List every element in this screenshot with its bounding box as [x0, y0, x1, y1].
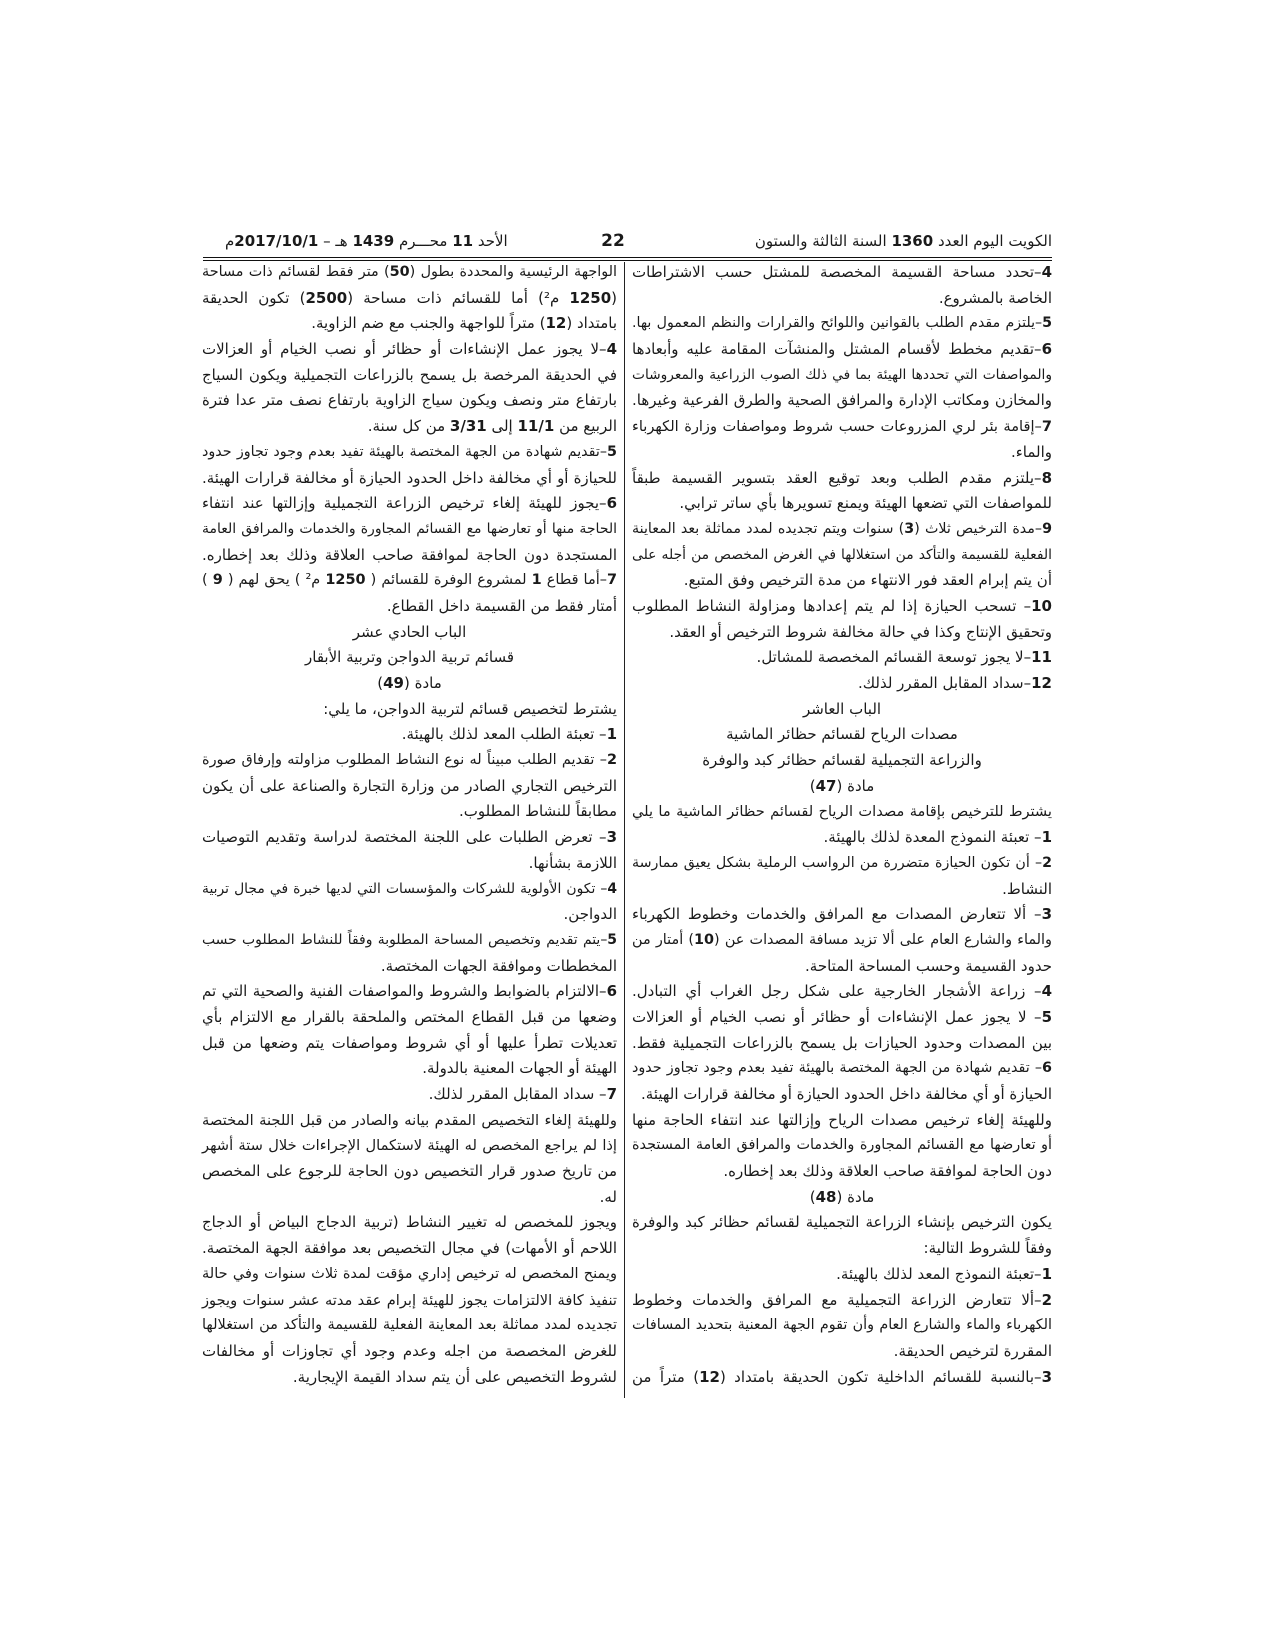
text-line: وللهيئة إلغاء ترخيص مصدات الرياح وإزالتها عند انتفاء الحاجة منها [632, 1110, 1052, 1129]
text-line: 2–ألا تتعارض الزراعة التجميلية مع المرافق والخدمات وخطوط [632, 1290, 1052, 1309]
left-column [202, 260, 617, 1390]
text-line: للمواصفات التي تضعها الهيئة ويمنع تسويرها بأي ساتر ترابي. [679, 494, 1052, 513]
text-line: 8–يلتزم مقدم الطلب وبعد توقيع العقد بتسوير القسيمة طبقاً [632, 468, 1052, 487]
text-line: 4–لا يجوز عمل الإنشاءات أو حظائر أو نصب الخيام أو العزالات [202, 340, 617, 359]
text-line: الفعلية للقسيمة والتأكد من استغلالها في الغرض المخصص من أجله على [632, 546, 1052, 563]
text-line: المستجدة دون الحاجة لموافقة صاحب العلاقة وذلك بعد إخطاره. [202, 545, 617, 564]
heading-line: مادة (49) [377, 674, 442, 692]
text-line: بين المصدات وحدود الحيازات بل يسمح بالزراعات التجميلية فقط. [632, 1033, 1052, 1052]
text-line: 5–تقديم شهادة من الجهة المختصة بالهيئة تفيد بعدم وجود تجاوز حدود [202, 443, 617, 460]
text-line: تعديلات تطرأ عليها أو أي شروط ومواصفات يتم وضعها من قبل [202, 1033, 617, 1052]
text-line: يشترط للترخيص بإقامة مصدات الرياح لقسائم حظائر الماشية ما يلي [632, 803, 1052, 821]
text-line: 6–يجوز للهيئة إلغاء ترخيص الزراعة التجميلية وإزالتها عند انتفاء [202, 494, 617, 513]
text-line: والماء والشارع العام على ألا تزيد مسافة المصدات عن (10) أمتار من [632, 931, 1052, 948]
text-line: 7–أما قطاع 1 لمشروع الوفرة للقسائم ( 1250 م² ) يحق لهم ( 9 ) [202, 572, 618, 589]
text-line: له. [599, 1187, 617, 1206]
text-line: للغرض المخصصة من اجله وعدم وجود أي تجاوزات أو مخالفات [202, 1341, 617, 1360]
heading-line: مصدات الرياح لقسائم حظائر الماشية [726, 725, 958, 744]
text-line: 1–تعبئة النموذج المعد لذلك بالهيئة. [836, 1264, 1052, 1283]
text-line: 3–بالنسبة للقسائم الداخلية تكون الحديقة بامتداد (12) متراً من [632, 1367, 1052, 1386]
text-line: 3– تعرض الطلبات على اللجنة المختصة لدراسة وتقديم التوصيات [202, 828, 617, 847]
text-line: ويمنح المخصص له ترخيص إداري مؤقت لمدة ثلاث سنوات وفي حالة [202, 1265, 617, 1282]
text-line: من تاريخ صدور قرار التخصيص دون الحاجة للرجوع على المخصص [202, 1162, 617, 1181]
text-line: 4– زراعة الأشجار الخارجية على شكل رجل الغراب أي التبادل. [632, 982, 1052, 1001]
text-line: 2– تقديم الطلب مبيناً له نوع النشاط المطلوب مزاولته وإرفاق صورة [202, 752, 617, 769]
text-line: وضعها من قبل القطاع المختص والملحقة بالقرار مع الالتزام بأي [202, 1007, 617, 1026]
page-header [203, 227, 1052, 255]
text-line: 5– لا يجوز عمل الإنشاءات أو حظائر أو نصب الخيام أو العزالات [632, 1007, 1052, 1026]
publication-info: الكويت اليوم العدد 1360 السنة الثالثة والستون [754, 232, 1052, 250]
text-line: إذا لم يراجع المخصص له الهيئة لاستكمال الإجراءات خلال ستة أشهر [202, 1137, 617, 1155]
text-line: 9–مدة الترخيص ثلاث (3) سنوات ويتم تجديده لمدد مماثلة بعد المعاينة [632, 520, 1052, 537]
text-line: بارتفاع متر ونصف ويكون سياج الزاوية بارتفاع نصف متر عدا فترة [202, 391, 617, 410]
text-line: وتحقيق الإنتاج وكذا في حالة مخالفة شروط الترخيص أو العقد. [669, 622, 1052, 641]
text-line: بامتداد (12) متراً للواجهة والجنب مع ضم الزاوية. [311, 314, 617, 333]
text-line: 4– تكون الأولوية للشركات والمؤسسات التي لديها خبرة في مجال تربية [202, 880, 617, 897]
text-line: الحيازة أو أي مخالفة داخل الحدود الحيازة أو مخالفة قرارات الهيئة. [641, 1085, 1052, 1103]
text-line: لشروط التخصيص على أن يتم سداد القيمة الإيجارية. [292, 1367, 617, 1386]
text-line: الواجهة الرئيسية والمحددة بطول (50) متر فقط لقسائم ذات مساحة [202, 264, 617, 280]
text-line: وللهيئة إلغاء التخصيص المقدم بيانه والصادر من قبل اللجنة المختصة [202, 1111, 617, 1129]
text-line: والماء. [1010, 442, 1052, 461]
right-column [632, 260, 1052, 1390]
text-line: 4–تحدد مساحة القسيمة المخصصة للمشتل حسب الاشتراطات [632, 263, 1052, 281]
text-line: 2– أن تكون الحيازة متضررة من الرواسب الرملية بشكل يعيق ممارسة [632, 854, 1052, 871]
text-line: الخاصة بالمشروع. [938, 288, 1052, 307]
text-line: الربيع من 11/1 إلى 3/31 من كل سنة. [367, 417, 617, 436]
text-line: والمواصفات التي تحددها الهيئة بما في ذلك الصوب الزراعية والمعروشات [632, 366, 1052, 383]
text-line: 1– تعبئة النموذج المعدة لذلك بالهيئة. [823, 828, 1052, 847]
page-number: 22 [601, 231, 625, 251]
heading-line: مادة (47) [809, 776, 875, 795]
text-line: 11–لا يجوز توسعة القسائم المخصصة للمشاتل. [756, 648, 1052, 667]
text-line: 7–إقامة بئر لري المزروعات حسب شروط ومواصفات وزارة الكهرباء [632, 418, 1052, 436]
text-line: 5–يلتزم مقدم الطلب بالقوانين واللوائح والقرارات والنظم المعمول بها. [632, 315, 1052, 332]
heading-line: والزراعة التجميلية لقسائم حظائر كبد والوفرة [702, 751, 982, 770]
text-line: 6–تقديم مخطط لأقسام المشتل والمنشآت المقامة عليه وأبعادها [632, 340, 1052, 359]
text-line: الهيئة أو الجهات المعنية بالدولة. [422, 1059, 617, 1078]
text-line: مطابقاً للنشاط المطلوب. [459, 802, 617, 821]
text-line: 5–يتم تقديم وتخصيص المساحة المطلوبة وفقاً للنشاط المطلوب حسب [202, 931, 617, 948]
text-line: الدواجن. [563, 905, 617, 924]
column-divider [624, 262, 625, 1398]
text-line: المخططات وموافقة الجهات المختصة. [380, 956, 617, 975]
text-line: يكون الترخيص بإنشاء الزراعة التجميلية لقسائم حظائر كبد والوفرة [632, 1213, 1052, 1232]
text-line: أن يتم إبرام العقد فور الانتهاء من مدة الترخيص وفق المتبع. [683, 571, 1052, 590]
text-line: المقررة لترخيص الحديقة. [893, 1341, 1052, 1360]
text-line: حدود القسيمة وحسب المساحة المتاحة. [805, 956, 1052, 975]
text-line: اللازمة بشأنها. [528, 853, 617, 872]
text-line: (1250 م²) أما للقسائم ذات مساحة (2500) تكون الحديقة [202, 288, 617, 307]
heading-line: قسائم تربية الدواجن وتربية الأبقار [305, 648, 514, 667]
text-line: 7– سداد المقابل المقرر لذلك. [428, 1085, 617, 1103]
text-line: اللاحم أو الأمهات) في مجال التخصيص بعد موافقة الجهة المختصة. [202, 1239, 617, 1258]
heading-line: مادة (48) [809, 1187, 875, 1206]
text-line: للحيازة أو أي مخالفة داخل الحدود الحيازة أو مخالفة قرارات الهيئة. [202, 468, 617, 487]
text-line: 1– تعبئة الطلب المعد لذلك بالهيئة. [401, 725, 617, 744]
text-line: تنفيذ كافة الالتزامات يجوز للهيئة إبرام عقد مدته عشر سنوات ويجوز [202, 1291, 617, 1309]
heading-line: الباب الحادي عشر [352, 622, 467, 641]
text-line: والمخازن ومكاتب الإدارة والمرافق الصحية والطرق الفرعية وغيرها. [632, 391, 1052, 410]
text-line: دون الحاجة لموافقة صاحب العلاقة وذلك بعد إخطاره. [723, 1162, 1052, 1181]
text-line: 3– ألا تتعارض المصدات مع المرافق والخدمات وخطوط الكهرباء [632, 905, 1052, 924]
text-line: أمتار فقط من القسيمة داخل القطاع. [386, 596, 617, 615]
text-line: الحاجة منها أو تعارضها مع القسائم المجاورة والخدمات والمرافق العامة [202, 520, 617, 537]
text-line: ويجوز للمخصص له تغيير النشاط (تربية الدجاج البياض أو الدجاج [202, 1213, 617, 1232]
text-line: 10– تسحب الحيازة إذا لم يتم إعدادها ومزاولة النشاط المطلوب [632, 596, 1052, 615]
text-line: يشترط لتخصيص قسائم لتربية الدواجن، ما يلي: [323, 699, 617, 718]
text-line: 6–الالتزام بالضوابط والشروط والمواصفات الفنية والصحية التي تم [202, 982, 617, 1001]
text-line: وفقاً للشروط التالية: [923, 1239, 1052, 1258]
heading-line: الباب العاشر [802, 699, 882, 718]
text-line: في الحديقة المرخصة بل يسمح بالزراعات التجميلية ويكون السياج [202, 365, 617, 384]
text-line: تجديده لمدد مماثلة بعد المعاينة الفعلية للقسيمة والتأكد من استغلالها [202, 1317, 617, 1334]
text-line: الترخيص التجاري الصادر من وزارة التجارة والصناعة على أن يكون [202, 776, 617, 795]
text-line: النشاط. [1002, 879, 1052, 898]
issue-date: الأحد 11 محـــرم 1439 هـ – 2017/10/1م [225, 232, 508, 250]
text-line: 6– تقديم شهادة من الجهة المختصة بالهيئة تفيد بعدم وجود تجاوز حدود [632, 1060, 1052, 1077]
text-line: 12–سداد المقابل المقرر لذلك. [857, 674, 1052, 692]
text-line: أو تعارضها مع القسائم المجاورة والخدمات والمرافق العامة المستجدة [632, 1137, 1052, 1154]
text-line: الكهرباء والماء والشارع العام وأن تقوم الجهة المعنية بتحديد المسافات [632, 1317, 1052, 1334]
